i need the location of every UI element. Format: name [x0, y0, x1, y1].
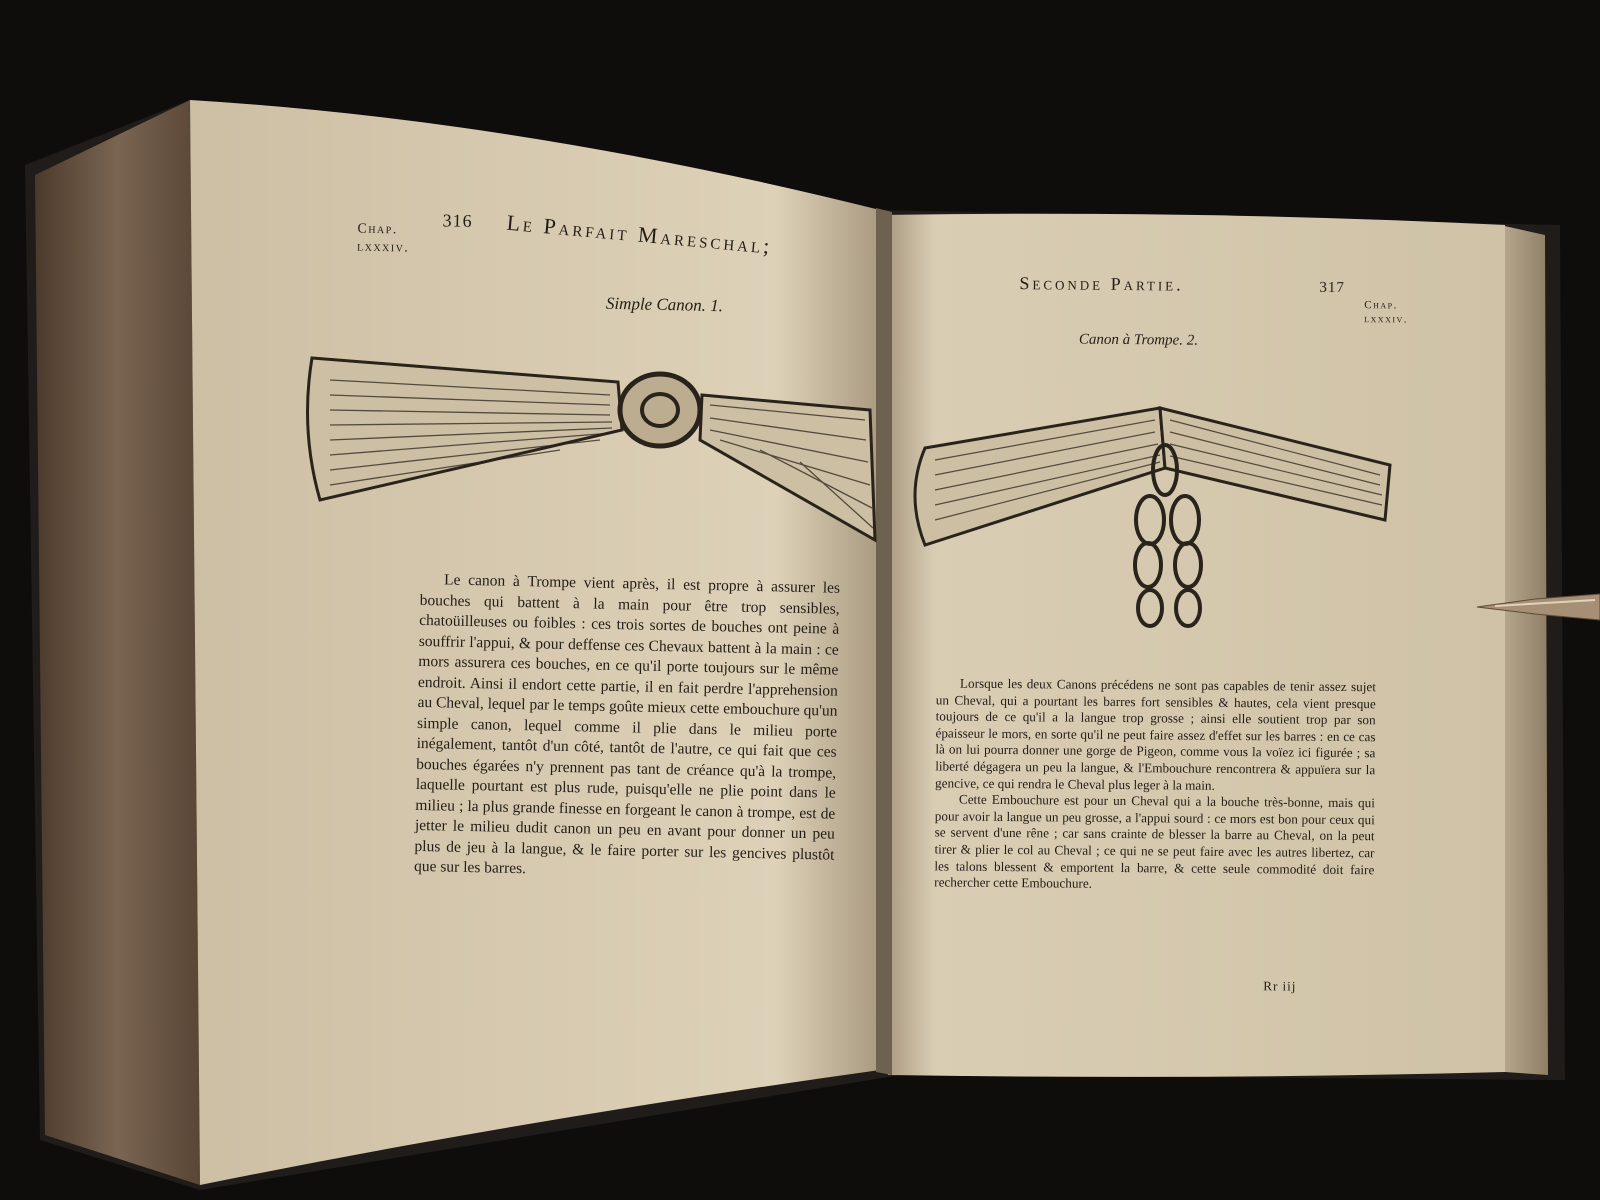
illustration-caption-left: Simple Canon. 1. [605, 293, 724, 316]
illustration-caption-right: Canon à Trompe. 2. [1078, 331, 1199, 349]
metal-page-pointer-icon [1475, 590, 1600, 625]
chapter-number: lxxxiv. [1364, 313, 1409, 326]
signature-mark: Rr iij [1263, 978, 1297, 994]
paragraph: Lorsque les deux Canons précédens ne sont pas capables de tenir assez sujet un Cheval, qui a pourtant les barres fort sensibles & hautes, cela vient presque toujours de ce qu'il a la langue trop grosse ; ainsi elle soutient trop par son épaisseur le mors, en sorte qu'il ne peut faire assez d'effet sur les barres : en ce cas là on lui pourra donner une gorge de Pigeon, comme vous la voïez ici figurée ; sa liberté dégagera un peu la langue, & l'Embouchure rencontrera & appuïera sur la gencive, ce qui rendra le Cheval plus leger à la main. [935, 675, 1377, 793]
left-page [168, 105, 880, 1179]
chapter-number: lxxxiv. [356, 239, 410, 256]
body-text-left [414, 570, 840, 886]
right-page [882, 220, 1529, 1086]
running-head-right: Seconde Partie. [1019, 273, 1184, 295]
paragraph: Le canon à Trompe vient après, il est propre à assurer les bouches qui battent à la main pour être trop sensibles, chatoüilleuses ou foibles : ces trois sortes de bouches ont peine à souffrir l'appui, & pour deffense ces Chevaux battent à la main : ce mors assurera ces bouches, en ce qu'il porte toujours sur le même endroit. Ainsi il endort cette partie, il en fait perdre l'apprehension au Cheval, lequel par le temps goûte mieux cette embouchure qu'un simple canon, lequel comme il plie dans le milieu porte inégalement, tantôt d'un côté, tantôt de l'autre, ce qui fait que ces bouches égarées n'y prennent pas tant de créance qu'à la trompe, laquelle pourtant est plus rude, puisqu'elle ne plie point dans le milieu ; la plus grande finesse en forgeant le canon à trompe, est de jetter le milieu dudit canon un peu en avant pour donner un peu plus de jeu à la langue, & le faire porter sur les gencives plustôt que sur les barres. [413, 571, 841, 878]
running-head-left: Le Parfait Mareschal; [505, 209, 774, 259]
chapter-label: Chap. [1364, 299, 1398, 312]
body-text-right [934, 675, 1376, 895]
paragraph: Cette Embouchure est pour un Cheval qui a la bouche très-bonne, mais qui pour avoir la langue un peu grosse, a l'appui sourd : ce mors est bon pour ceux qui se servent d'une rêne ; car sans crainte de blesser la barre au Cheval, on la peut tirer & plier le col au Cheval ; ce qui ne se peut faire avec les autres libertez, car les talons blessent & emportent la barre, & cette seule commodité doit faire rechercher cette Embouchure. [934, 791, 1375, 891]
chapter-label: Chap. [357, 221, 398, 238]
page-number-left: 316 [442, 210, 473, 231]
page-number-right: 317 [1319, 279, 1345, 296]
chapter-marker-left [357, 221, 410, 258]
chapter-marker-right [1364, 298, 1408, 326]
